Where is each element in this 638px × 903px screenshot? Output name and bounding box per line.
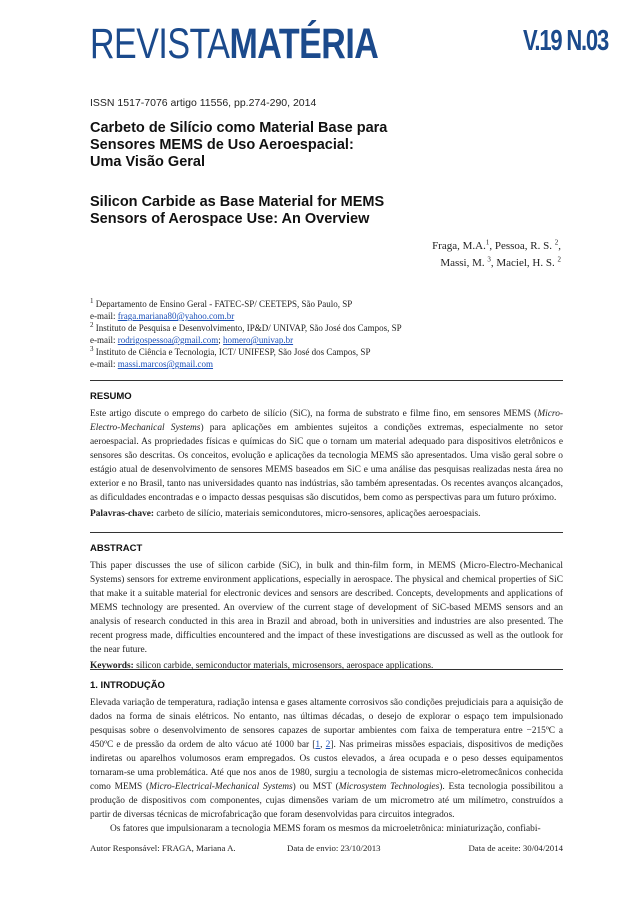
- keywords-label: Palavras-chave:: [90, 509, 155, 519]
- email-line-1: [90, 310, 570, 322]
- keywords-text: carbeto de silício, materiais semicondutores, micro-sensores, aplicações aeroespaciais.: [154, 509, 481, 519]
- email-line-3: [90, 358, 570, 370]
- author-punct: ,: [558, 240, 561, 252]
- affil-text: Instituto de Ciência e Tecnologia, ICT/ UNIFESP, São José dos Campos, SP: [93, 347, 371, 357]
- resumo-heading: RESUMO: [90, 391, 132, 402]
- email-sep: ;: [218, 335, 224, 345]
- intro-emphasis: Microsystem Technologies: [338, 782, 440, 792]
- keywords-label: Keywords:: [90, 661, 134, 671]
- section-rule: [90, 669, 563, 670]
- intro-paragraph-2: Os fatores que impulsionaram a tecnologia MEMS foram os mesmos da microeletrônica: miniaturização, confiabi-: [110, 824, 541, 834]
- keywords-text: silicon carbide, semiconductor materials, microsensors, aerospace applications.: [133, 661, 434, 671]
- email-link[interactable]: homero@univap.br: [223, 335, 294, 345]
- title-pt-line: Sensores MEMS de Uso Aeroespacial:: [90, 137, 354, 153]
- journal-masthead: [90, 20, 608, 68]
- title-pt-line: Carbeto de Silício como Material Base para: [90, 120, 388, 136]
- author-sup: 2: [557, 255, 561, 264]
- author-line: [432, 255, 561, 272]
- intro-text: Elevada variação de temperatura, radiação intensa e gases altamente corrosivos são condições prejudiciais para a aquisição de dados na forma de sinais elétricos. No entanto, nas últimas décadas, o desejo de explorar o espaço tem impulsionado pesquisas sobre o desenvolvimento de sensores capazes de suportar ambientes com faixa de temperatura entre −215ºC a 450ºC e de pressão da ordem de alto vácuo até 1000 bar [: [90, 698, 563, 750]
- title-en-line: Sensors of Aerospace Use: An Overview: [90, 211, 370, 227]
- author-sup: 2: [554, 238, 559, 247]
- email-link[interactable]: fraga.mariana80@yahoo.com.br: [117, 311, 235, 321]
- abstract-section: [90, 532, 563, 673]
- resumo-keywords: [90, 507, 563, 521]
- author-name: Massi, M.: [440, 257, 488, 269]
- title-en-line: Silicon Carbide as Base Material for MEMS: [90, 194, 385, 210]
- intro-heading: 1. INTRODUÇÃO: [90, 680, 165, 691]
- resumo-section: [90, 380, 563, 521]
- email-link[interactable]: rodrigospessoa@gmail.com: [117, 335, 219, 345]
- affil-sup: 2: [90, 321, 94, 329]
- author-sup: 1: [485, 238, 490, 247]
- email-label: e-mail:: [90, 311, 118, 321]
- resumo-body: [90, 407, 563, 505]
- abstract-body: This paper discusses the use of silicon carbide (SiC), in bulk and thin-film form, in MEMS (Micro-Electro-Mechanical Systems) sensors for extreme environment applications, especially in aerospace. The physical and chemical properties of SiC that make it a suitable material for electronic devices and sensors are described. Concepts, developments and applications of MEMS technology are presented. An overview of the current stage of development of SiC-based MEMS sensors and an analysis of research conducted in this area in Brazil and abroad, both in universities and industries are also presented. The recent progress made, difficulties encountered and the impact of these investigations are discussed as well as the outlook for the near future.: [90, 561, 563, 655]
- email-link[interactable]: massi.marcos@gmail.com: [117, 359, 214, 369]
- resumo-text: ) para aplicações em ambientes sujeitos a condições extremas, especialmente no setor aeroespacial. As propriedades físicas e químicas do SiC que o tornam um material adequado para dispositivos eletrônicos e sensores são descritas. Os conceitos, evolução e aplicações da tecnologia MEMS são apresentados. Uma visão geral sobre o estágio atual de desenvolvimento de sensores MEMS baseados em SiC e uma análise das pesquisas realizadas nesta área no exterior e no Brasil, tanto nas universidades quanto nas indústrias, são também apresentadas. Os recentes avanços alcançados, as dificuldades encontradas e o impacto dessas pesquisas são discutidos, bem como as perspectivas para um futuro próximo.: [90, 423, 563, 503]
- affiliation-3: [90, 346, 570, 358]
- footer-author: Autor Responsável: FRAGA, Mariana A.: [90, 843, 236, 853]
- title-portuguese: [90, 120, 560, 171]
- section-rule: [90, 532, 563, 533]
- logo-text-thin: REVISTA: [90, 20, 230, 68]
- affiliation-1: [90, 298, 570, 310]
- intro-text: ) ou MST (: [292, 782, 339, 792]
- journal-logo: [90, 20, 378, 68]
- author-sup: 3: [487, 255, 491, 264]
- footer-accepted-date: Data de aceite: 30/04/2014: [468, 843, 563, 853]
- affil-text: Departamento de Ensino Geral - FATEC-SP/ CEETEPS, São Paulo, SP: [93, 299, 353, 309]
- resumo-emphasis: Micro-Electro-Mechanical Systems: [90, 409, 563, 433]
- affiliations: [90, 298, 570, 370]
- author-line: [432, 238, 561, 255]
- reference-link[interactable]: 1: [315, 740, 321, 750]
- footer-sent-date: Data de envio: 23/10/2013: [287, 843, 381, 853]
- affil-sup: 1: [90, 297, 94, 305]
- author-list: [432, 238, 561, 272]
- author-name: , Pessoa, R. S.: [489, 240, 555, 252]
- logo-text-bold: MATÉRIA: [229, 20, 379, 68]
- title-english: [90, 194, 560, 228]
- title-pt-line: Uma Visão Geral: [90, 154, 205, 170]
- email-line-2: [90, 334, 570, 346]
- resumo-text: Este artigo discute o emprego do carbeto de silício (SiC), na forma de substrato e filme fino, em sensores MEMS (: [90, 409, 538, 419]
- ref-sep: ,: [320, 740, 326, 750]
- section-rule: [90, 380, 563, 381]
- abstract-heading: ABSTRACT: [90, 543, 143, 554]
- email-label: e-mail:: [90, 359, 118, 369]
- author-name: , Maciel, H. S.: [490, 257, 558, 269]
- affiliation-2: [90, 322, 570, 334]
- author-name: Fraga, M.A.: [432, 240, 486, 252]
- reference-link[interactable]: 2: [325, 740, 331, 750]
- affil-sup: 3: [90, 345, 94, 353]
- volume-issue: V.19 N.03: [522, 24, 608, 57]
- intro-emphasis: Micro-Electrical-Mechanical Systems: [149, 782, 293, 792]
- intro-text: ]. Nas primeiras missões espaciais, dispositivos de medições indiretas ou aparelhos volumosos eram empregados. Os custos elevados, a área ocupada e o peso desses equipamentos tornaram-se uma problemática. Até que nos anos de 1980, surgiu a tecnologia de sistemas micro-eletromecânicos conhecida como MEMS (: [90, 740, 563, 792]
- email-label: e-mail:: [90, 335, 118, 345]
- affil-text: Instituto de Pesquisa e Desenvolvimento, IP&D/ UNIVAP, São José dos Campos, SP: [93, 323, 402, 333]
- intro-text: ). Esta tecnologia possibilitou a produção de dispositivos com componentes, cujas dimensões variam de um micrometro até um milímetro, construídos a partir de diversas técnicas de microfabricação que foram desenvolvidas para circuitos integrados.: [90, 782, 563, 820]
- issn-line: ISSN 1517-7076 artigo 11556, pp.274-290, 2014: [90, 97, 317, 109]
- intro-paragraph-1: [90, 696, 563, 822]
- intro-section: [90, 669, 563, 836]
